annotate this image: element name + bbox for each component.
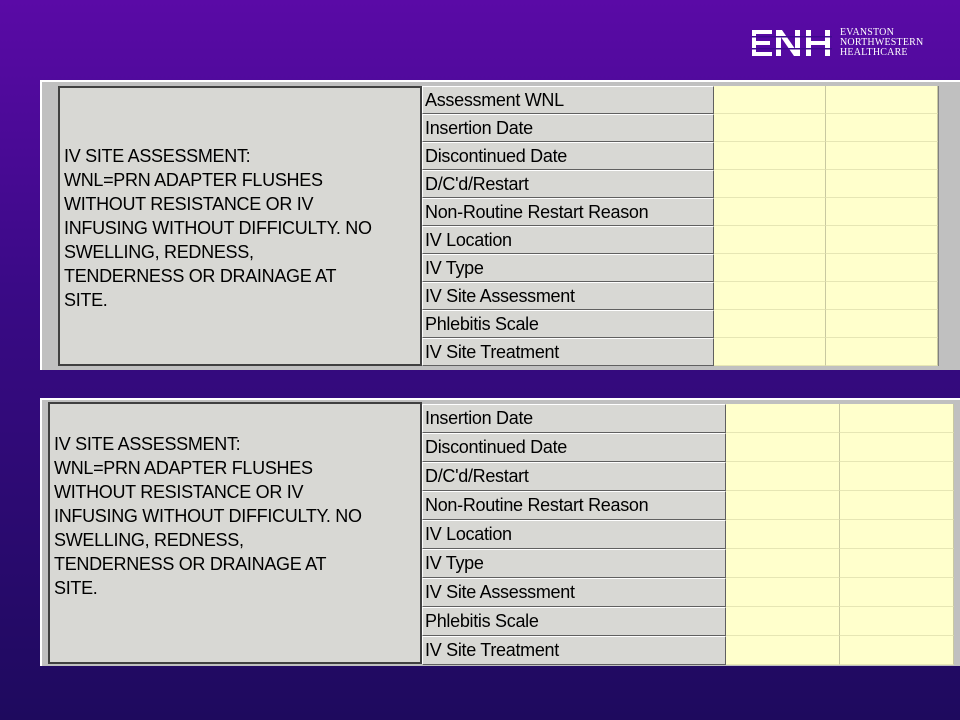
value-cell[interactable] bbox=[840, 520, 954, 549]
row-label: IV Type bbox=[422, 549, 726, 578]
row-label: Discontinued Date bbox=[422, 433, 726, 462]
value-cell[interactable] bbox=[714, 86, 826, 114]
row-label: IV Location bbox=[422, 226, 714, 254]
value-cell[interactable] bbox=[726, 549, 840, 578]
value-cell[interactable] bbox=[826, 198, 938, 226]
row-label: Non-Routine Restart Reason bbox=[422, 198, 714, 226]
value-cell[interactable] bbox=[840, 607, 954, 636]
value-cell[interactable] bbox=[726, 404, 840, 433]
grid-filler bbox=[938, 86, 960, 366]
assessment-grid-2 bbox=[40, 398, 960, 666]
value-cell[interactable] bbox=[714, 114, 826, 142]
value-cell[interactable] bbox=[840, 433, 954, 462]
value-cell[interactable] bbox=[840, 462, 954, 491]
row-label: Insertion Date bbox=[422, 114, 714, 142]
table-row bbox=[422, 254, 960, 282]
row-label: Discontinued Date bbox=[422, 142, 714, 170]
row-label: IV Type bbox=[422, 254, 714, 282]
value-cell[interactable] bbox=[826, 86, 938, 114]
value-cell[interactable] bbox=[714, 282, 826, 310]
iv-site-description: IV SITE ASSESSMENT: WNL=PRN ADAPTER FLUSHES WITHOUT RESISTANCE OR IV INFUSING WITHOUT DIFFICULTY. NO SWELLING, REDNESS, TENDERNESS OR DRAINAGE AT SITE. bbox=[48, 402, 422, 664]
value-cell[interactable] bbox=[840, 636, 954, 665]
value-cell[interactable] bbox=[840, 549, 954, 578]
assessment-rows bbox=[422, 86, 960, 366]
value-cell[interactable] bbox=[840, 404, 954, 433]
value-cell[interactable] bbox=[826, 282, 938, 310]
value-cell[interactable] bbox=[714, 226, 826, 254]
row-label: Phlebitis Scale bbox=[422, 310, 714, 338]
row-label: IV Site Assessment bbox=[422, 282, 714, 310]
table-row bbox=[422, 226, 960, 254]
value-cell[interactable] bbox=[714, 310, 826, 338]
row-label: IV Site Treatment bbox=[422, 636, 726, 665]
value-cell[interactable] bbox=[826, 254, 938, 282]
value-cell[interactable] bbox=[714, 198, 826, 226]
value-cell[interactable] bbox=[714, 170, 826, 198]
value-cell[interactable] bbox=[826, 114, 938, 142]
value-cell[interactable] bbox=[726, 636, 840, 665]
table-row bbox=[422, 520, 960, 549]
value-cell[interactable] bbox=[726, 520, 840, 549]
table-row bbox=[422, 310, 960, 338]
table-row bbox=[422, 86, 960, 114]
value-cell[interactable] bbox=[826, 310, 938, 338]
value-cell[interactable] bbox=[726, 462, 840, 491]
row-label: IV Location bbox=[422, 520, 726, 549]
logo-line-2: NORTHWESTERN bbox=[840, 37, 924, 48]
value-cell[interactable] bbox=[726, 491, 840, 520]
assessment-rows bbox=[422, 404, 960, 665]
table-row bbox=[422, 462, 960, 491]
row-label: Assessment WNL bbox=[422, 86, 714, 114]
value-cell[interactable] bbox=[826, 226, 938, 254]
value-cell[interactable] bbox=[714, 142, 826, 170]
table-row bbox=[422, 114, 960, 142]
value-cell[interactable] bbox=[826, 170, 938, 198]
table-row bbox=[422, 636, 960, 665]
value-cell[interactable] bbox=[726, 433, 840, 462]
logo-line-3: HEALTHCARE bbox=[840, 47, 908, 58]
logo-wordmark bbox=[840, 28, 923, 58]
table-row bbox=[422, 198, 960, 226]
value-cell[interactable] bbox=[726, 607, 840, 636]
table-row bbox=[422, 142, 960, 170]
iv-site-description: IV SITE ASSESSMENT: WNL=PRN ADAPTER FLUSHES WITHOUT RESISTANCE OR IV INFUSING WITHOUT DIFFICULTY. NO SWELLING, REDNESS, TENDERNESS OR DRAINAGE AT SITE. bbox=[58, 86, 422, 366]
assessment-grid-1 bbox=[40, 80, 960, 370]
row-label: Insertion Date bbox=[422, 404, 726, 433]
row-label: D/C'd/Restart bbox=[422, 462, 726, 491]
table-row bbox=[422, 338, 960, 366]
table-row bbox=[422, 282, 960, 310]
enh-logo bbox=[752, 28, 923, 58]
value-cell[interactable] bbox=[826, 338, 938, 366]
row-label: Non-Routine Restart Reason bbox=[422, 491, 726, 520]
value-cell[interactable] bbox=[826, 142, 938, 170]
table-row bbox=[422, 549, 960, 578]
table-row bbox=[422, 607, 960, 636]
enh-logo-mark-icon bbox=[752, 28, 832, 58]
value-cell[interactable] bbox=[840, 578, 954, 607]
value-cell[interactable] bbox=[714, 254, 826, 282]
row-label: IV Site Assessment bbox=[422, 578, 726, 607]
value-cell[interactable] bbox=[726, 578, 840, 607]
value-cell[interactable] bbox=[714, 338, 826, 366]
row-label: D/C'd/Restart bbox=[422, 170, 714, 198]
table-row bbox=[422, 433, 960, 462]
table-row bbox=[422, 578, 960, 607]
table-row bbox=[422, 491, 960, 520]
value-cell[interactable] bbox=[840, 491, 954, 520]
table-row bbox=[422, 404, 960, 433]
row-label: Phlebitis Scale bbox=[422, 607, 726, 636]
logo-line-1: EVANSTON bbox=[840, 27, 895, 38]
table-row bbox=[422, 170, 960, 198]
row-label: IV Site Treatment bbox=[422, 338, 714, 366]
